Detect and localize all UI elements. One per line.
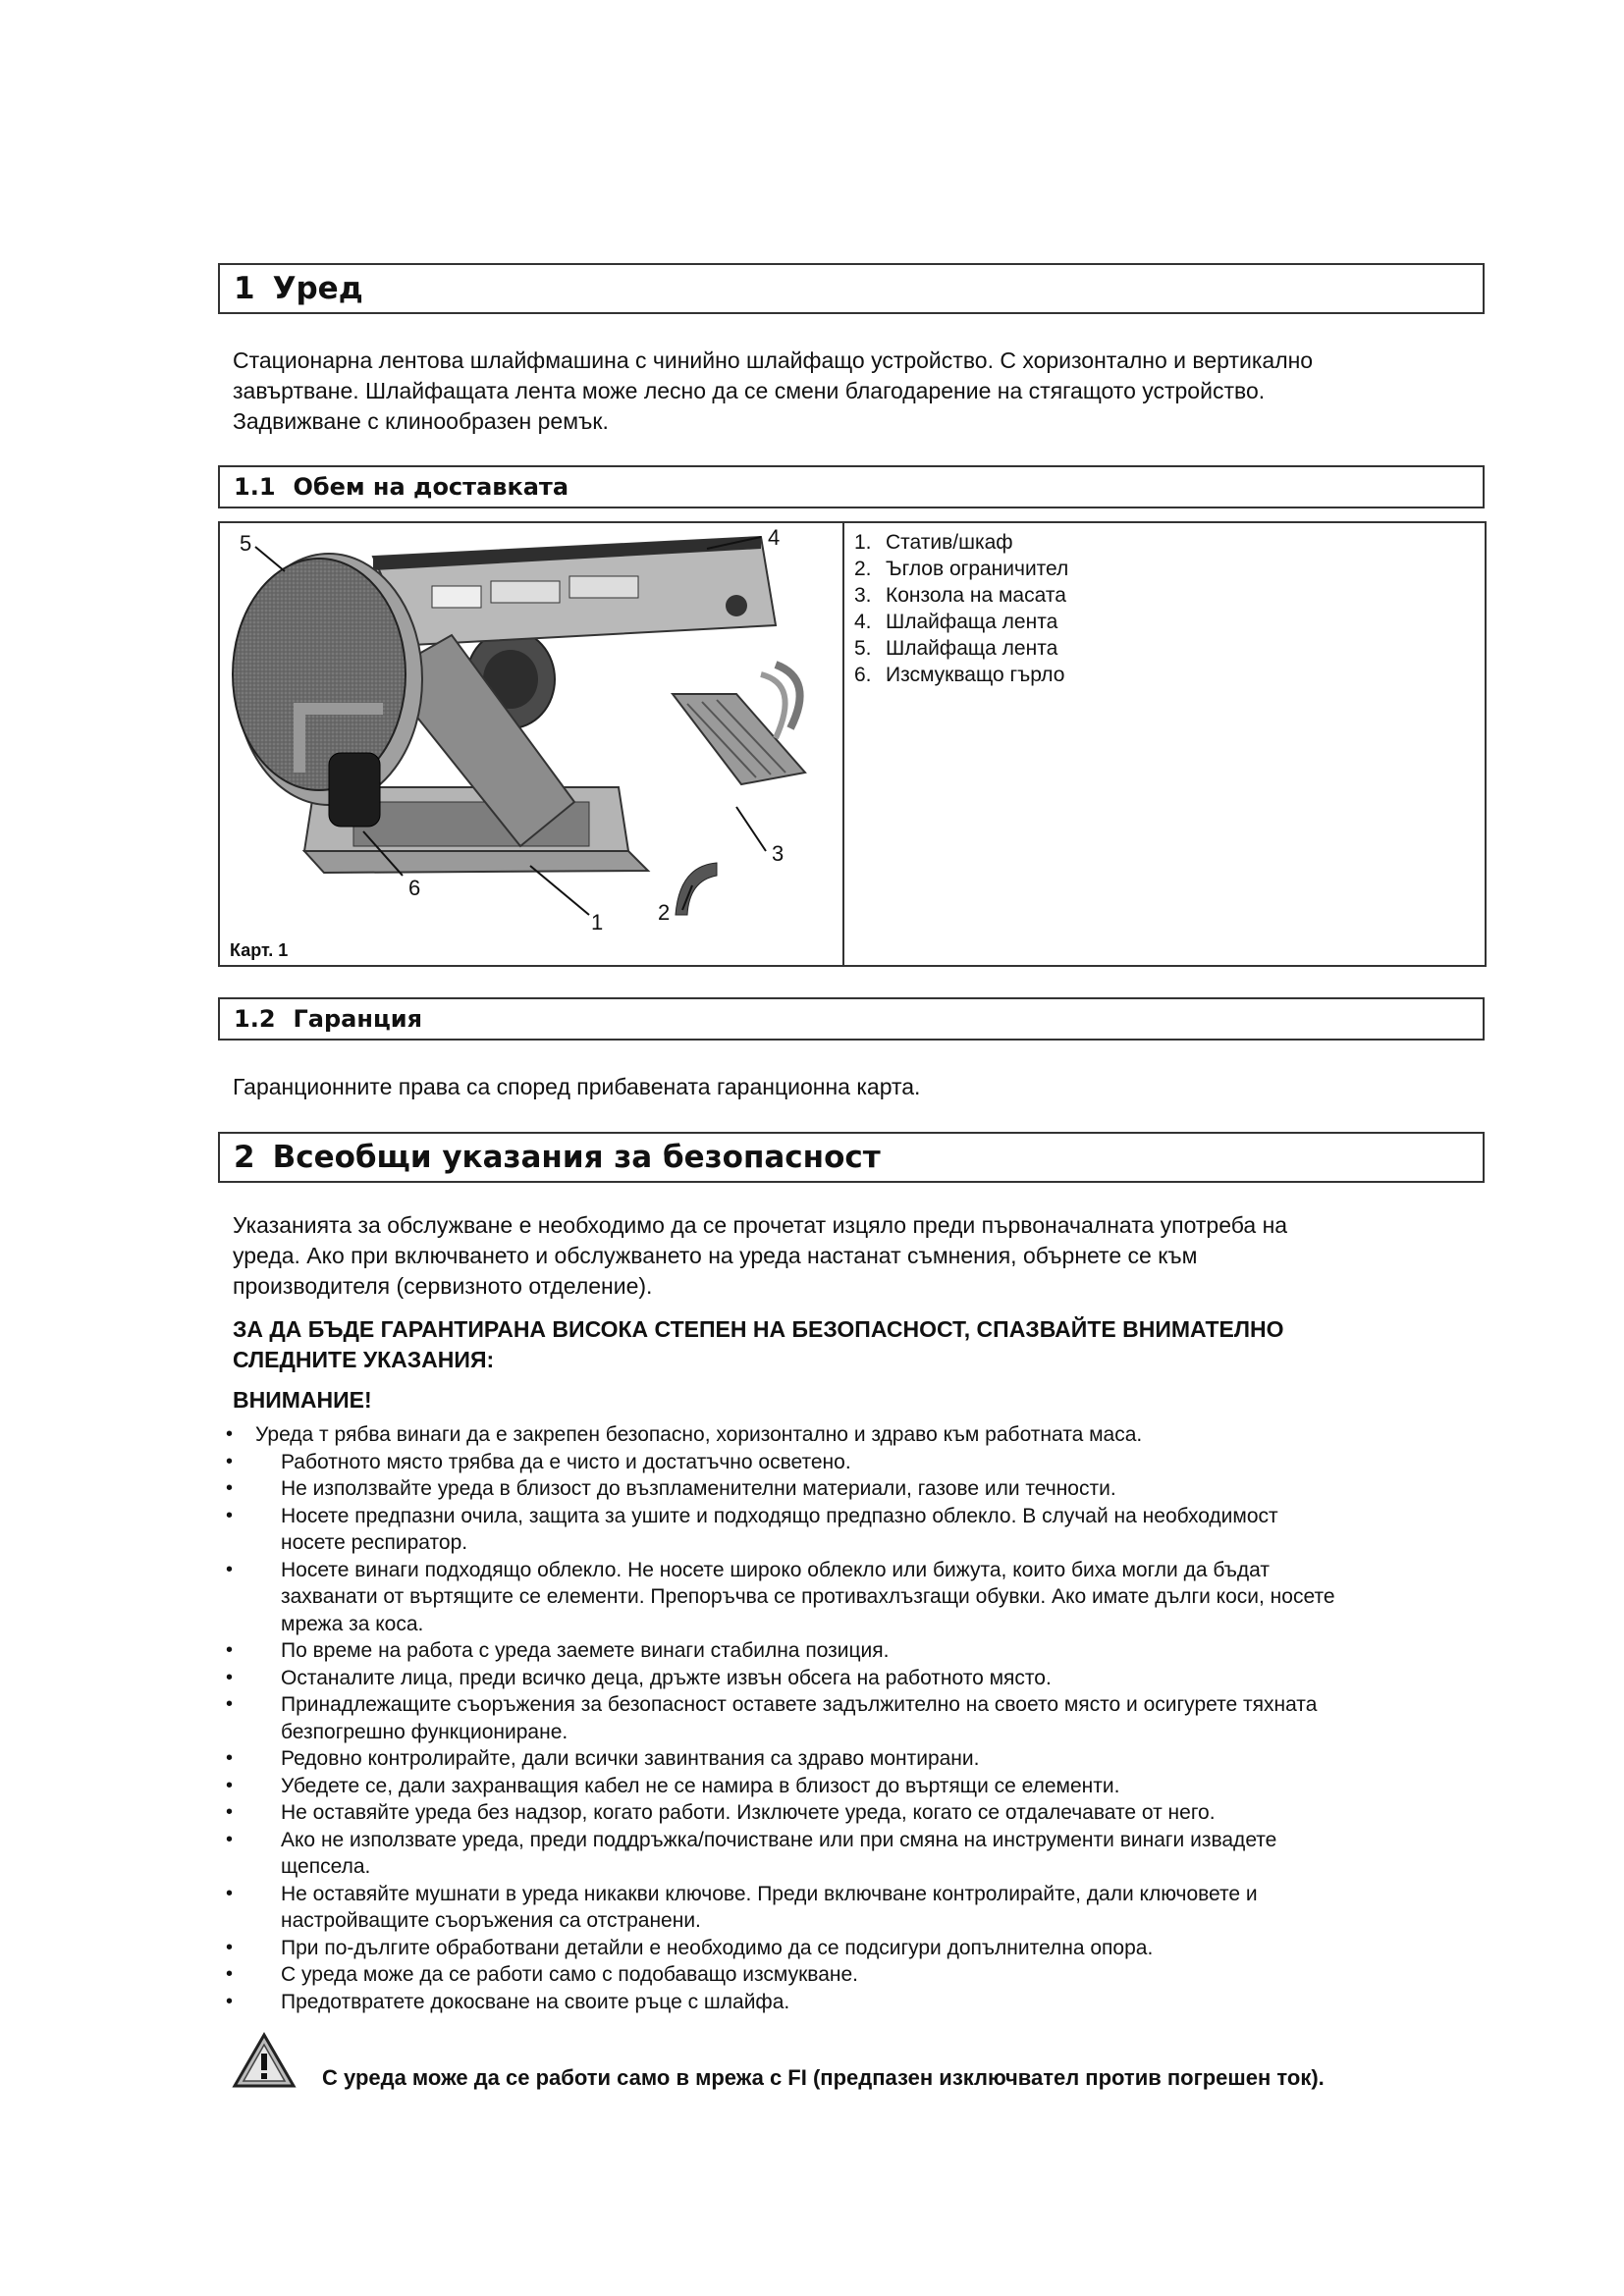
bullet-text-line: Останалите лица, преди всичко деца, дръжте извън обсега на работното място. — [281, 1666, 1052, 1689]
list-item — [218, 1475, 1485, 1503]
list-item — [218, 1557, 1485, 1638]
safety-intro-paragraph — [233, 1210, 1480, 1302]
list-item — [218, 1881, 1485, 1935]
bullet-marker: • — [226, 1423, 234, 1445]
bullet-text-line: Редовно контролирайте, дали всички завинтвания са здраво монтирани. — [281, 1747, 980, 1770]
bullet-text-line: Не използвайте уреда в близост до възпламенителни материали, газове или течности. — [281, 1477, 1116, 1500]
list-item — [218, 1665, 1485, 1692]
bullet-text-line: По време на работа с уреда заемете винаги стабилна позиция. — [281, 1639, 890, 1662]
bullet-marker: • — [226, 1801, 234, 1823]
list-item — [218, 1421, 1485, 1449]
section-number: 2 — [234, 1140, 255, 1175]
callout-5: 5 — [240, 531, 252, 556]
list-item — [218, 1691, 1485, 1745]
fi-notice-text: С уреда може да се работи само в мрежа с FI (предпазен изключвател против погрешен ток). — [322, 2065, 1325, 2090]
delivery-table — [218, 521, 1487, 967]
intro-paragraph — [233, 346, 1480, 437]
text-line: Указанията за обслужване е необходимо да се прочетат изцяло преди първоначалната употреба на — [233, 1212, 1288, 1238]
warranty-paragraph: Гаранционните права са според прибавената гаранционна карта. — [233, 1074, 921, 1099]
table-bracket — [673, 665, 805, 784]
bullet-text-line: Не оставяйте уреда без надзор, когато работи. Изключете уреда, когато се отдалечавате от него. — [281, 1801, 1216, 1824]
section-number: 1 — [234, 271, 255, 306]
list-item: 5. Шлайфаща лента — [854, 637, 1058, 660]
list-item — [218, 1961, 1485, 1989]
list-item: 4. Шлайфаща лента — [854, 611, 1058, 633]
caps-safety-notice — [233, 1314, 1470, 1375]
bullet-marker: • — [226, 1639, 234, 1661]
bullet-marker: • — [226, 1990, 234, 2012]
angle-guide — [676, 863, 717, 915]
text-line: уреда. Ако при включването и обслужването на уреда настанат съмнения, обърнете се към — [233, 1243, 1198, 1268]
section-1-1-heading — [218, 465, 1485, 508]
bullet-text-line: мрежа за коса. — [281, 1612, 424, 1635]
bullet-marker: • — [226, 1666, 234, 1688]
list-item — [218, 1773, 1485, 1800]
warning-triangle-icon — [232, 2032, 297, 2089]
parts-list — [854, 529, 1068, 688]
list-item: 2. Ъглов ограничител — [854, 558, 1069, 580]
bullet-text-line: Носете предпазни очила, защита за ушите и подходящо предпазно облекло. В случай на необходимост — [281, 1504, 1278, 1527]
list-item — [218, 1799, 1485, 1827]
bullet-text-line: При по-дългите обработвани детайли е необходимо да се подсигури допълнителна опора. — [281, 1936, 1154, 1959]
section-2-heading — [218, 1132, 1485, 1183]
list-item — [218, 1745, 1485, 1773]
attention-label: ВНИМАНИЕ! — [233, 1387, 372, 1413]
belt-sander-illustration — [226, 527, 835, 959]
list-item — [218, 1935, 1485, 1962]
column-divider — [842, 523, 844, 965]
bullet-text-line: щепсела. — [281, 1855, 371, 1878]
bullet-text-line: захванати от въртящите се елементи. Препоръчва се противахлъзгащи обувки. Ако имате дълги коси, носете — [281, 1585, 1335, 1608]
text-line: ЗА ДА БЪДЕ ГАРАНТИРАНА ВИСОКА СТЕПЕН НА БЕЗОПАСНОСТ, СПАЗВАЙТЕ ВНИМАТЕЛНО — [233, 1316, 1284, 1342]
section-title: Обем на доставката — [293, 473, 569, 501]
machine-figure — [226, 527, 835, 959]
list-item: 1. Статив/шкаф — [854, 531, 1013, 554]
safety-bullet-list — [218, 1421, 1485, 2015]
list-item — [218, 1827, 1485, 1881]
bullet-marker: • — [226, 1774, 234, 1796]
section-title: Уред — [272, 271, 363, 306]
text-line: Стационарна лентова шлайфмашина с чинийно шлайфащо устройство. С хоризонтално и вертикално — [233, 347, 1314, 373]
bullet-marker: • — [226, 1504, 234, 1526]
bullet-marker: • — [226, 1882, 234, 1904]
callout-6: 6 — [408, 876, 421, 900]
bullet-text-line: Носете винаги подходящо облекло. Не носете широко облекло или бижута, които биха могли да бъдат — [281, 1558, 1270, 1581]
callout-3: 3 — [772, 841, 785, 866]
text-line: производителя (сервизното отделение). — [233, 1273, 653, 1299]
bullet-text-line: Работното място трябва да е чисто и достатъчно осветено. — [281, 1450, 851, 1473]
list-item: 3. Конзола на масата — [854, 584, 1066, 607]
callout-4: 4 — [768, 527, 781, 550]
text-line: завъртване. Шлайфащата лента може лесно да се смени благодарение на стягащото устройство. — [233, 378, 1266, 403]
bullet-text-line: Не оставяйте мушнати в уреда никакви ключове. Преди включване контролирайте, дали ключовете и — [281, 1882, 1258, 1905]
section-title: Гаранция — [293, 1005, 422, 1033]
section-1-2-heading — [218, 997, 1485, 1041]
text-line: Задвижване с клинообразен ремък. — [233, 408, 609, 434]
bullet-marker: • — [226, 1747, 234, 1769]
list-item — [218, 1989, 1485, 2016]
bullet-text-line: Уреда т рябва винаги да е закрепен безопасно, хоризонтално и здраво към работната маса. — [255, 1423, 1143, 1446]
bullet-marker: • — [226, 1477, 234, 1499]
list-item — [218, 1637, 1485, 1665]
list-item — [218, 1449, 1485, 1476]
section-1-heading — [218, 263, 1485, 314]
bullet-marker: • — [226, 1963, 234, 1985]
bullet-text-line: Предотвратете докосване на своите ръце с шлайфа. — [281, 1990, 790, 2013]
callout-1: 1 — [591, 910, 604, 934]
callout-2: 2 — [658, 900, 671, 925]
bullet-text-line: безпогрешно функциониране. — [281, 1720, 568, 1743]
bullet-text-line: носете респиратор. — [281, 1531, 468, 1554]
fi-notice — [232, 2032, 1489, 2101]
section-number: 1.2 — [234, 1005, 276, 1033]
figure-caption: Карт. 1 — [230, 940, 289, 960]
bullet-marker: • — [226, 1450, 234, 1472]
bullet-marker: • — [226, 1693, 234, 1715]
bullet-text-line: С уреда може да се работи само с подобаващо изсмукване. — [281, 1963, 858, 1986]
text-line: СЛЕДНИТЕ УКАЗАНИЯ: — [233, 1347, 495, 1372]
sanding-disc — [233, 554, 422, 805]
belt-housing — [373, 537, 776, 645]
list-item — [218, 1503, 1485, 1557]
list-item: 6. Изсмукващо гърло — [854, 664, 1065, 686]
bullet-marker: • — [226, 1558, 234, 1580]
bullet-text-line: Убедете се, дали захранващия кабел не се намира в близост до въртящи се елементи. — [281, 1774, 1120, 1797]
section-title: Всеобщи указания за безопасност — [272, 1140, 881, 1175]
section-number: 1.1 — [234, 473, 276, 501]
bullet-marker: • — [226, 1828, 234, 1850]
bullet-text-line: настройващите съоръжения са отстранени. — [281, 1909, 701, 1932]
bullet-text-line: Ако не използвате уреда, преди поддръжка/почистване или при смяна на инструменти винаги извадете — [281, 1828, 1277, 1851]
bullet-text-line: Принадлежащите съоръжения за безопасност оставете задължително на своето място и осигурете тяхната — [281, 1693, 1318, 1716]
bullet-marker: • — [226, 1936, 234, 1958]
